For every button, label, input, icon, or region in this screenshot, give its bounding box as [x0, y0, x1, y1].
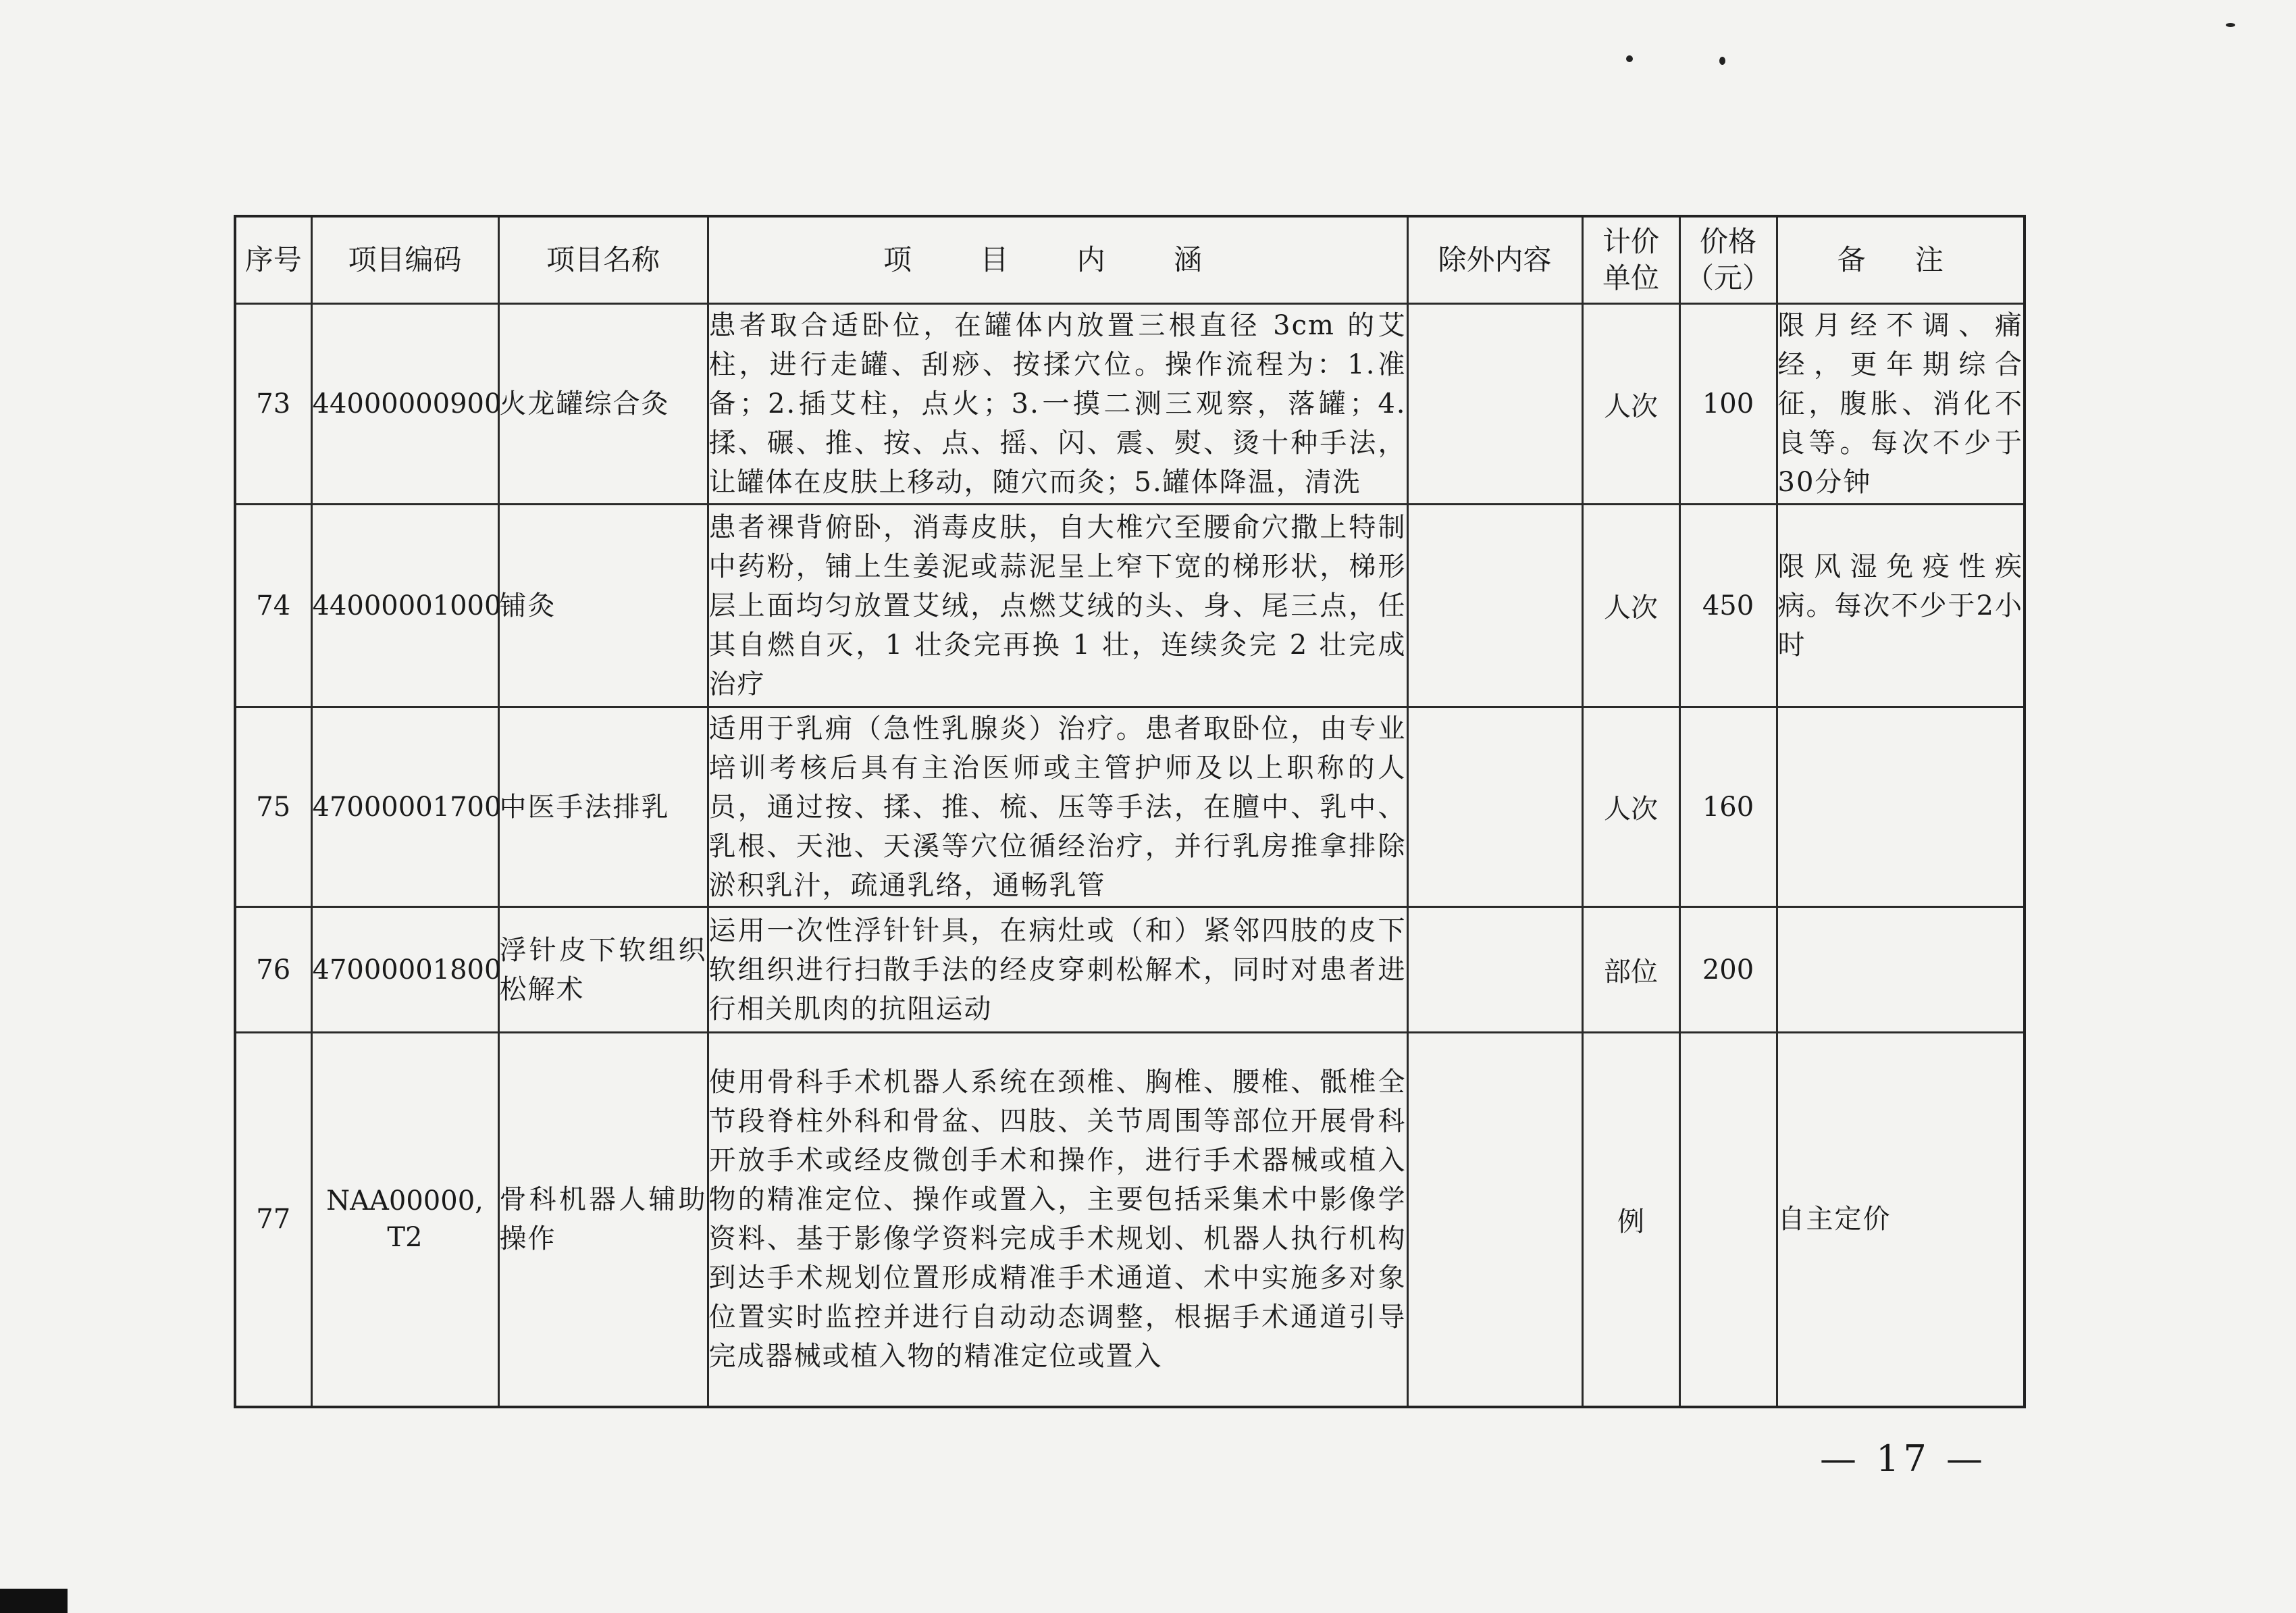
row-note: 限月经不调、痛经，更年期综合征，腹胀、消化不良等。每次不少于30分钟	[1777, 304, 2025, 505]
scan-speck	[2226, 23, 2235, 27]
row-price: 200	[1679, 907, 1777, 1033]
table-row	[235, 304, 2025, 505]
row-price: 100	[1679, 304, 1777, 505]
row-unit: 人次	[1582, 304, 1679, 505]
row-note	[1777, 707, 2025, 907]
row-except	[1407, 707, 1582, 907]
row-name: 铺灸	[498, 505, 708, 707]
row-except	[1407, 505, 1582, 707]
table-body	[235, 304, 2025, 1407]
row-except	[1407, 907, 1582, 1033]
scan-speck	[1719, 57, 1725, 65]
header-code: 项目编码	[311, 216, 498, 304]
row-code	[311, 907, 502, 1033]
row-code-line: 47000001700	[312, 791, 502, 823]
row-code-line: 44000001000	[312, 590, 502, 621]
header-content-label: 项 目 内 涵	[883, 243, 1232, 276]
row-num: 75	[235, 707, 311, 907]
row-code	[311, 1033, 498, 1407]
header-note-label: 备 注	[1837, 243, 1964, 276]
row-unit: 部位	[1582, 907, 1679, 1033]
row-unit: 例	[1582, 1033, 1679, 1407]
table-header-row	[235, 216, 2025, 304]
row-name: 骨科机器人辅助操作	[498, 1033, 708, 1407]
row-content: 运用一次性浮针针具，在病灶或（和）紧邻四肢的皮下软组织进行扫散手法的经皮穿刺松解术，同时对患者进行相关肌肉的抗阻运动	[708, 907, 1407, 1033]
header-price-line1: 价格	[1699, 225, 1756, 258]
table-row	[235, 505, 2025, 707]
row-note: 自主定价	[1777, 1033, 2025, 1407]
row-code	[311, 505, 502, 707]
row-unit: 人次	[1582, 707, 1679, 907]
header-unit-line1: 计价	[1602, 225, 1659, 258]
row-price	[1679, 1033, 1777, 1407]
header-unit	[1582, 216, 1679, 304]
row-content: 患者取合适卧位，在罐体内放置三根直径 3cm 的艾柱，进行走罐、刮痧、按揉穴位。操作流程为：1.准备；2.插艾柱，点火；3.一摸二测三观察，落罐；4.揉、碾、推、按、点、摇、闪、震、熨、烫十种手法，让罐体在皮肤上移动，随穴而灸；5.罐体降温，清洗	[708, 304, 1407, 505]
row-code-line: 47000001800	[312, 954, 502, 985]
row-content: 适用于乳痈（急性乳腺炎）治疗。患者取卧位，由专业培训考核后具有主治医师或主管护师及以上职称的人员，通过按、揉、推、梳、压等手法，在膻中、乳中、乳根、天池、天溪等穴位循经治疗，并行乳房推拿排除淤积乳汁，疏通乳络，通畅乳管	[708, 707, 1407, 907]
page-number: — 17 —	[1819, 1437, 1987, 1480]
row-except	[1407, 304, 1582, 505]
row-code-line: 44000000900	[312, 388, 502, 419]
row-name: 浮针皮下软组织松解术	[498, 907, 708, 1033]
scan-speck	[1626, 55, 1633, 62]
row-name: 中医手法排乳	[498, 707, 708, 907]
header-note	[1777, 216, 2025, 304]
table-row	[235, 1033, 2025, 1407]
header-content	[708, 216, 1407, 304]
header-unit-line2: 单位	[1602, 261, 1659, 295]
row-note: 限风湿免疫性疾病。每次不少于2小时	[1777, 505, 2025, 707]
row-num: 73	[235, 304, 311, 505]
header-price-line2: （元）	[1685, 261, 1771, 295]
row-code-line: T2	[387, 1222, 423, 1254]
row-name: 火龙罐综合灸	[498, 304, 708, 505]
row-price: 160	[1679, 707, 1777, 907]
row-content: 使用骨科手术机器人系统在颈椎、胸椎、腰椎、骶椎全节段脊柱外科和骨盆、四肢、关节周围等部位开展骨科开放手术或经皮微创手术和操作，进行手术器械或植入物的精准定位、操作或置入，主要包括采集术中影像学资料、基于影像学资料完成手术规划、机器人执行机构到达手术规划位置形成精准手术通道、术中实施多对象位置实时监控并进行自动动态调整，根据手术通道引导完成器械或植入物的精准定位或置入	[708, 1033, 1407, 1407]
header-except: 除外内容	[1407, 216, 1582, 304]
header-num: 序号	[235, 216, 311, 304]
row-code	[311, 304, 502, 505]
row-price: 450	[1679, 505, 1777, 707]
row-content: 患者裸背俯卧，消毒皮肤，自大椎穴至腰俞穴撒上特制中药粉，铺上生姜泥或蒜泥呈上窄下宽的梯形状，梯形层上面均匀放置艾绒，点燃艾绒的头、身、尾三点，任其自燃自灭，1 壮灸完再换 1 壮，连续灸完 2 壮完成治疗	[708, 505, 1407, 707]
table-row	[235, 707, 2025, 907]
header-price	[1679, 216, 1777, 304]
row-except	[1407, 1033, 1582, 1407]
table-row	[235, 907, 2025, 1033]
row-num: 77	[235, 1033, 311, 1407]
row-unit: 人次	[1582, 505, 1679, 707]
header-name: 项目名称	[498, 216, 708, 304]
price-table	[234, 215, 2026, 1408]
row-code	[311, 707, 502, 907]
row-num: 76	[235, 907, 311, 1033]
row-note	[1777, 907, 2025, 1033]
row-num: 74	[235, 505, 311, 707]
scan-edge-mark	[0, 1589, 68, 1613]
row-code-line: NAA00000,	[326, 1185, 484, 1217]
